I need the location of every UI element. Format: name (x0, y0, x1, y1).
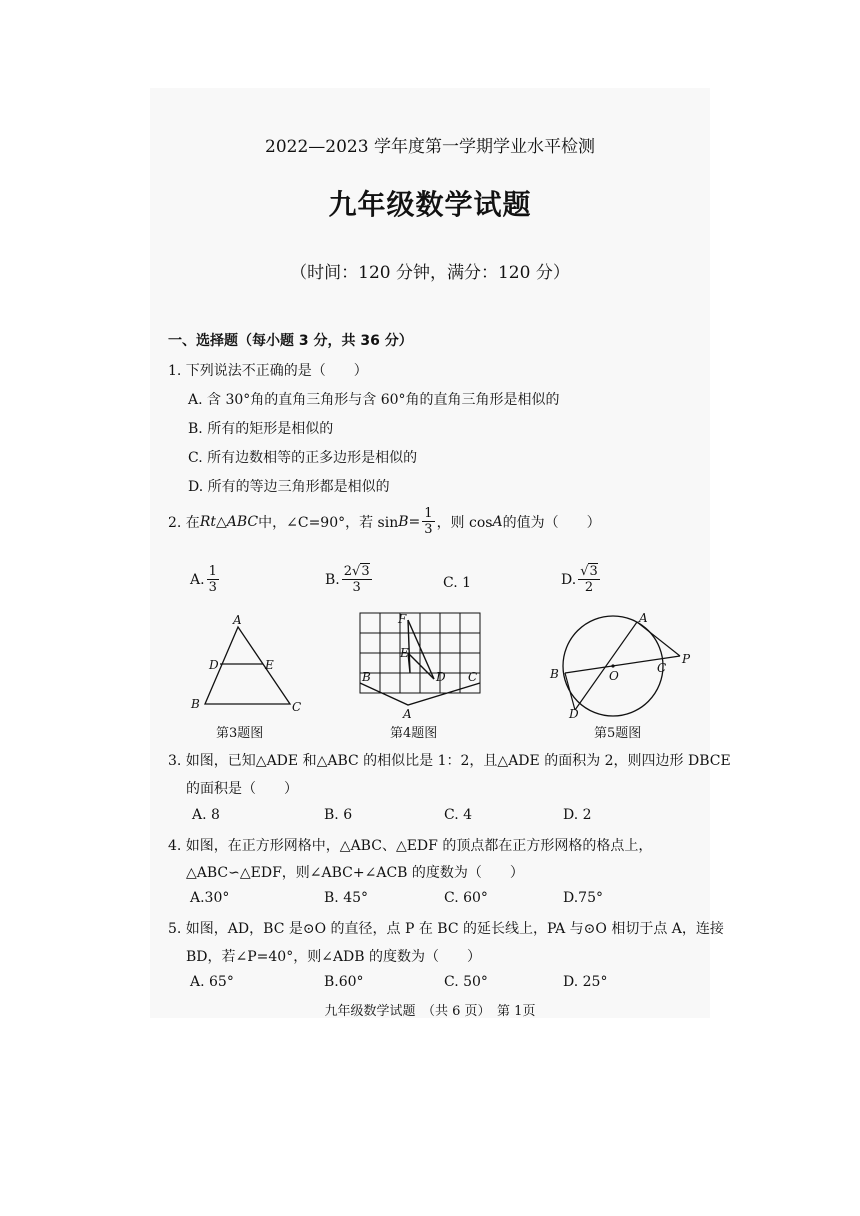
q2-option-a-frac (207, 564, 219, 595)
q2-option-b (325, 564, 374, 595)
q4-line1: 4. 如图，在正方形网格中，△ABC、△EDF 的顶点都在正方形网格的格点上， (168, 838, 653, 854)
label-a: A (403, 707, 412, 721)
q2-option-a-num: 1 (208, 564, 217, 579)
q2-option-a (190, 564, 221, 595)
sqrt-sign: √ (352, 564, 361, 579)
figure-3-triangle (185, 612, 310, 712)
q5-option-a: A. 65° (190, 974, 234, 990)
page-footer: 九年级数学试题 （共 6 页） 第 1页 (324, 1004, 536, 1019)
q2-option-d-frac (578, 564, 600, 595)
q3-line2: 的面积是（ ） (186, 781, 298, 797)
q2-option-b-radicand: 3 (361, 564, 370, 579)
segment-ed (408, 653, 434, 679)
q2-option-c: C. 1 (443, 575, 472, 591)
q5-option-d: D. 25° (563, 974, 608, 990)
label-c: C (657, 661, 667, 675)
q3-option-c: C. 4 (444, 807, 473, 823)
q4-option-d: D.75° (563, 890, 603, 906)
q5-line2: BD，若∠P=40°，则∠ADB 的度数为（ ） (186, 949, 482, 965)
q3-option-a: A. 8 (192, 807, 220, 823)
q2-option-b-label: B. (325, 571, 340, 588)
q3-option-b: B. 6 (324, 807, 353, 823)
q2-option-b-coef: 2 (343, 564, 353, 579)
q1-stem: 1. 下列说法不正确的是（ ） (168, 363, 368, 379)
label-e: E (400, 646, 409, 660)
q2-option-b-frac (342, 564, 372, 595)
label-d: D (569, 707, 579, 720)
segment-bd (565, 673, 575, 710)
q2-equals: = (408, 513, 421, 530)
label-c: C (468, 670, 478, 684)
q2-stem-tail: ，则 cos (436, 514, 493, 531)
label-b: B (191, 697, 200, 711)
q2-option-d-radicand: 3 (589, 564, 598, 579)
center-dot (611, 664, 614, 667)
q2-stem-part: 2. 在 (168, 514, 200, 531)
q1-option-c: C. 所有边数相等的正多边形是相似的 (188, 450, 418, 466)
q2-fraction (422, 506, 434, 537)
q2-frac-den: 3 (424, 522, 433, 537)
label-d: D (436, 670, 446, 684)
diameter-ad (575, 622, 637, 710)
q2-stem-mid: 中，∠C=90°，若 sin (258, 514, 399, 531)
label-e: E (265, 658, 274, 672)
q2-angle-a: A (492, 513, 503, 530)
grid-lines (360, 613, 480, 693)
q4-option-a: A.30° (190, 890, 230, 906)
q2-option-d-den: 2 (584, 580, 594, 595)
exam-subtitle: 2022—2023 学年度第一学期学业水平检测 (265, 137, 595, 157)
q2-option-d-label: D. (561, 571, 577, 588)
segment-fd (408, 620, 434, 679)
q1-option-b: B. 所有的矩形是相似的 (188, 421, 334, 437)
time-info: （时间：120 分钟，满分：120 分） (290, 263, 570, 283)
q5-option-c: C. 50° (444, 974, 488, 990)
label-p: P (682, 652, 691, 666)
q1-option-d: D. 所有的等边三角形都是相似的 (188, 479, 390, 495)
q2-stem-end: 的值为（ ） (502, 514, 601, 531)
q2-option-a-label: A. (190, 571, 205, 588)
label-a: A (233, 613, 242, 627)
q1-option-a: A. 含 30°角的直角三角形与含 60°角的直角三角形是相似的 (188, 392, 560, 408)
sqrt-sign: √ (580, 564, 589, 579)
q2-triangle: △ABC (215, 513, 259, 530)
q2-option-a-den: 3 (208, 580, 217, 595)
tangent-pa (637, 622, 680, 656)
q3-option-d: D. 2 (563, 807, 592, 823)
label-a: A (639, 611, 648, 625)
q4-option-b: B. 45° (324, 890, 369, 906)
q3-line1: 3. 如图，已知△ADE 和△ABC 的相似比是 1：2，且△ADE 的面积为 2，则四边形 DBCE (168, 753, 731, 769)
q5-option-b: B.60° (324, 974, 364, 990)
figure-5-circle (545, 610, 700, 720)
label-b: B (550, 667, 559, 681)
figure-3-caption: 第3题图 (216, 726, 264, 741)
exam-title: 九年级数学试题 (328, 188, 532, 221)
q5-line1: 5. 如图，AD，BC 是⊙O 的直径，点 P 在 BC 的延长线上，PA 与⊙O 相切于点 A，连接 (168, 921, 724, 937)
q4-option-c: C. 60° (444, 890, 488, 906)
figure-4-grid (352, 607, 490, 722)
q2-stem (168, 506, 601, 537)
figure-4-caption: 第4题图 (390, 726, 438, 741)
label-c: C (292, 700, 302, 712)
label-b: B (362, 670, 371, 684)
label-d: D (209, 658, 219, 672)
label-f: F (398, 612, 407, 626)
q2-angle-b: B (398, 513, 409, 530)
label-o: O (609, 669, 619, 683)
q2-option-d (561, 564, 602, 595)
section-title: 一、选择题（每小题 3 分，共 36 分） (168, 333, 413, 349)
figure-5-caption: 第5题图 (594, 726, 642, 741)
q2-rt: Rt (199, 513, 216, 530)
q2-frac-num: 1 (424, 506, 433, 521)
q2-option-b-den: 3 (352, 580, 361, 595)
q4-line2: △ABC∽△EDF，则∠ABC+∠ACB 的度数为（ ） (186, 865, 524, 881)
